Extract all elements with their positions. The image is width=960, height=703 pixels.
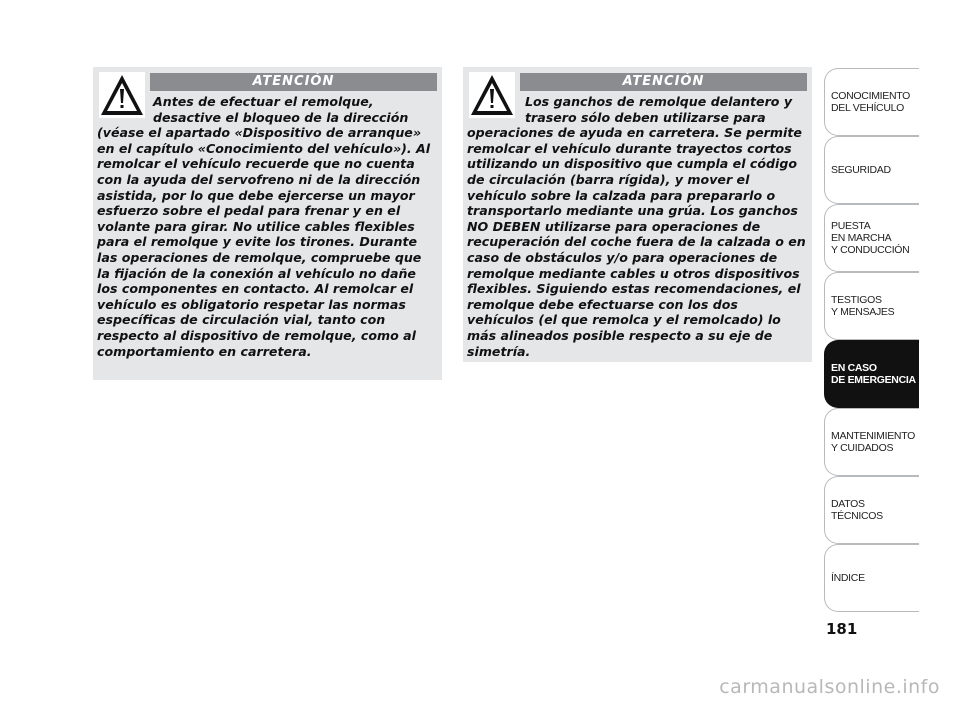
tab-label: CONOCIMIENTO DEL VEHÍCULO bbox=[831, 90, 911, 114]
tab-conocimiento[interactable] bbox=[824, 68, 919, 136]
tab-label: EN CASO DE EMERGENCIA bbox=[831, 362, 916, 386]
tab-emergencia[interactable] bbox=[824, 340, 919, 408]
warning-header: ATENCIÓN bbox=[520, 73, 807, 91]
section-tabs bbox=[824, 68, 919, 612]
tab-datos-tecnicos[interactable] bbox=[824, 476, 919, 544]
tab-label: ÍNDICE bbox=[831, 572, 865, 584]
tab-label: TESTIGOS Y MENSAJES bbox=[831, 294, 895, 318]
tab-label: SEGURIDAD bbox=[831, 164, 891, 176]
tab-testigos[interactable] bbox=[824, 272, 919, 340]
tab-label: DATOS TÉCNICOS bbox=[831, 498, 883, 522]
tab-label: PUESTA EN MARCHA Y CONDUCCIÓN bbox=[831, 220, 910, 256]
warning-box-towing-hooks bbox=[463, 67, 812, 362]
warning-box-towing-steering bbox=[93, 67, 442, 380]
tab-seguridad[interactable] bbox=[824, 136, 919, 204]
warning-text: Los ganchos de remolque delantero y trasero sólo deben utilizarse para operaciones de ayuda en carretera. Se permite remolcar el vehículo durante trayectos cortos utilizando un dispositivo que cumpla el código de circulación (barra rígida), y mover el vehículo sobre la calzada para prepararlo o transportarlo mediante una grúa. Los ganchos NO DEBEN utilizarse para operaciones de recuperación del coche fuera de la calzada o en caso de obstáculos y/o para operaciones de remolque mediante cables u otros dispositivos flexibles. Siguiendo estas recomendaciones, el remolque debe efectuarse con los dos vehículos (el que remolca y el remolcado) lo más alineados posible respecto a su eje de simetría. bbox=[467, 94, 806, 359]
tab-mantenimiento[interactable] bbox=[824, 408, 919, 476]
watermark: carmanualsonline.info bbox=[719, 676, 940, 698]
warning-header: ATENCIÓN bbox=[150, 73, 437, 91]
page-number: 181 bbox=[826, 620, 858, 638]
tab-indice[interactable] bbox=[824, 544, 919, 612]
warning-text: Antes de efectuar el remolque, desactive el bloqueo de la dirección (véase el apartado «Dispositivo de arranque» en el capítulo «Conocimiento del vehículo»). Al remolcar el vehículo recuerde que no cuenta con la ayuda del servofreno ni de la dirección asistida, por lo que debe ejercerse un mayor esfuerzo sobre el pedal para frenar y en el volante para girar. No utilice cables flexibles para el remolque y evite los tirones. Durante las operaciones de remolque, compruebe que la fijación de la conexión al vehículo no dañe los componentes en contacto. Al remolcar el vehículo es obligatorio respetar las normas específicas de circulación vial, tanto con respecto al dispositivo de remolque, como al comportamiento en carretera. bbox=[97, 94, 431, 359]
tab-puesta-en-marcha[interactable] bbox=[824, 204, 919, 272]
tab-label: MANTENIMIENTO Y CUIDADOS bbox=[831, 430, 915, 454]
